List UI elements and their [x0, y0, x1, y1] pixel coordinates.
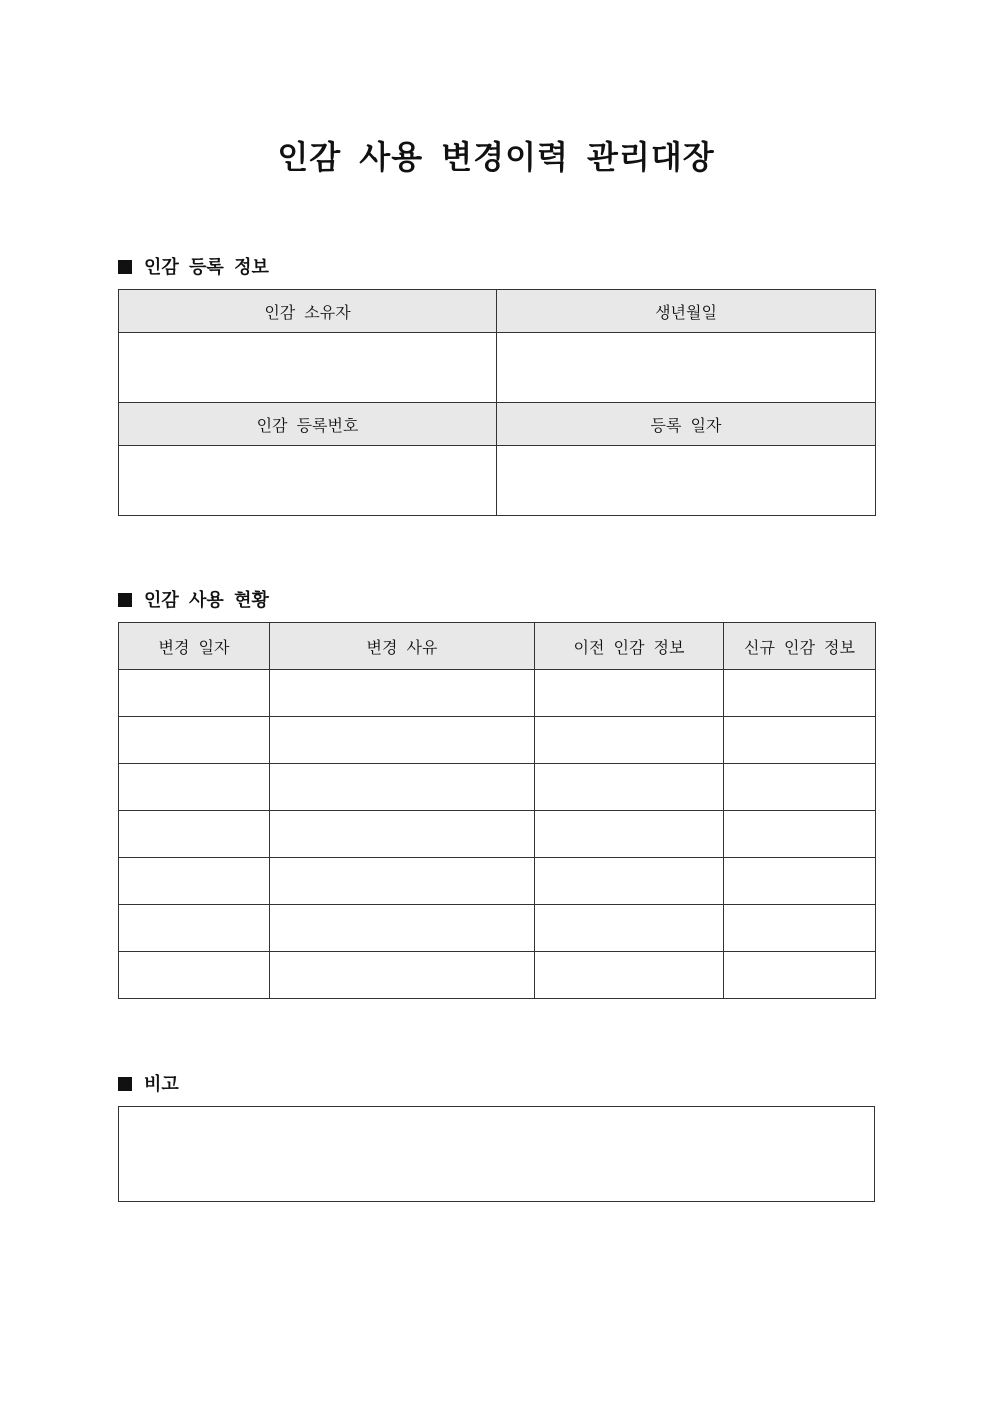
- previous-seal-cell[interactable]: [535, 717, 724, 764]
- new-seal-cell[interactable]: [724, 905, 876, 952]
- previous-seal-cell[interactable]: [535, 858, 724, 905]
- previous-seal-cell[interactable]: [535, 952, 724, 999]
- reg-number-field[interactable]: [119, 446, 497, 516]
- table-row: [119, 858, 876, 905]
- previous-seal-cell[interactable]: [535, 905, 724, 952]
- reg-number-header: 인감 등록번호: [119, 403, 497, 446]
- square-bullet-icon: [118, 260, 132, 274]
- change-reason-cell[interactable]: [270, 905, 535, 952]
- square-bullet-icon: [118, 1077, 132, 1091]
- owner-header: 인감 소유자: [119, 290, 497, 333]
- change-reason-cell[interactable]: [270, 717, 535, 764]
- new-seal-header: 신규 인감 정보: [724, 623, 876, 670]
- change-date-cell[interactable]: [119, 717, 270, 764]
- new-seal-cell[interactable]: [724, 811, 876, 858]
- reg-date-field[interactable]: [497, 446, 876, 516]
- usage-header-row: [119, 623, 876, 670]
- new-seal-cell[interactable]: [724, 858, 876, 905]
- reg-date-header: 등록 일자: [497, 403, 876, 446]
- table-row: [119, 952, 876, 999]
- change-reason-cell[interactable]: [270, 952, 535, 999]
- square-bullet-icon: [118, 593, 132, 607]
- change-reason-header: 변경 사유: [270, 623, 535, 670]
- change-reason-cell[interactable]: [270, 858, 535, 905]
- remarks-heading-label: 비고: [144, 1074, 179, 1095]
- registration-table: [118, 289, 876, 516]
- new-seal-cell[interactable]: [724, 764, 876, 811]
- change-reason-cell[interactable]: [270, 811, 535, 858]
- change-date-cell[interactable]: [119, 905, 270, 952]
- new-seal-cell[interactable]: [724, 670, 876, 717]
- table-row: [119, 764, 876, 811]
- remarks-section-heading: [118, 1070, 179, 1096]
- table-row: [119, 670, 876, 717]
- previous-seal-header: 이전 인감 정보: [535, 623, 724, 670]
- table-row: [119, 905, 876, 952]
- table-row: [119, 717, 876, 764]
- change-date-cell[interactable]: [119, 670, 270, 717]
- usage-table: [118, 622, 876, 999]
- previous-seal-cell[interactable]: [535, 811, 724, 858]
- previous-seal-cell[interactable]: [535, 764, 724, 811]
- new-seal-cell[interactable]: [724, 952, 876, 999]
- registration-section-heading: [118, 253, 269, 279]
- usage-heading-label: 인감 사용 현황: [144, 590, 269, 611]
- remarks-field[interactable]: [118, 1106, 875, 1202]
- change-date-cell[interactable]: [119, 952, 270, 999]
- owner-field[interactable]: [119, 333, 497, 403]
- birthdate-header: 생년월일: [497, 290, 876, 333]
- birthdate-field[interactable]: [497, 333, 876, 403]
- previous-seal-cell[interactable]: [535, 670, 724, 717]
- change-reason-cell[interactable]: [270, 764, 535, 811]
- table-row: [119, 811, 876, 858]
- change-date-cell[interactable]: [119, 811, 270, 858]
- change-date-cell[interactable]: [119, 764, 270, 811]
- registration-heading-label: 인감 등록 정보: [144, 257, 269, 278]
- page-title: 인감 사용 변경이력 관리대장: [277, 138, 715, 176]
- usage-section-heading: [118, 586, 269, 612]
- change-date-header: 변경 일자: [119, 623, 270, 670]
- change-date-cell[interactable]: [119, 858, 270, 905]
- new-seal-cell[interactable]: [724, 717, 876, 764]
- change-reason-cell[interactable]: [270, 670, 535, 717]
